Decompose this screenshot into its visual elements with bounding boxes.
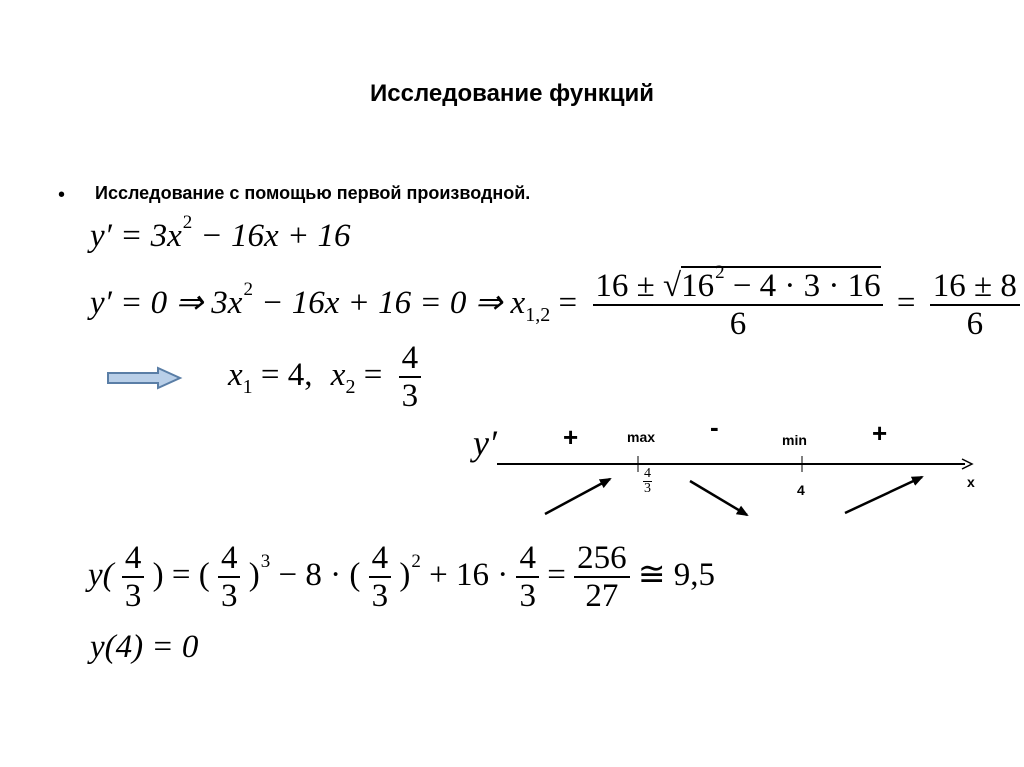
implies-arrow-icon bbox=[108, 368, 180, 388]
x2-den: 3 bbox=[401, 378, 419, 415]
simplified-num: 16 ± 8 bbox=[930, 268, 1020, 306]
eval1-d-num: 4 bbox=[516, 540, 539, 578]
eval1-frac-b bbox=[218, 540, 241, 615]
x1-value: = 4, bbox=[252, 356, 313, 393]
sqrt-symbol: √ bbox=[662, 268, 682, 304]
sign-chart-y-prime bbox=[473, 422, 497, 464]
eval1-e-den: 27 bbox=[585, 578, 619, 615]
x1-label: x bbox=[228, 356, 243, 393]
axis-x-label: x bbox=[967, 474, 975, 490]
eq2-power: 2 bbox=[243, 278, 253, 300]
increasing-arrow-icon bbox=[545, 479, 610, 514]
min-value-equation bbox=[90, 629, 198, 666]
sign-plus-2: + bbox=[872, 418, 888, 448]
eq2-lhs: y′ = 0 ⇒ 3x bbox=[90, 284, 243, 321]
eq2-rest: − 16x + 16 = 0 ⇒ x bbox=[252, 284, 526, 321]
eval1-c-den: 3 bbox=[371, 578, 389, 615]
eval1-approx: ≅ 9,5 bbox=[637, 556, 715, 593]
decreasing-arrow-icon bbox=[690, 481, 747, 515]
eq1-lhs: y′ = 3x bbox=[90, 218, 182, 254]
eval1-eq: = bbox=[547, 556, 566, 593]
min-label: min bbox=[782, 432, 807, 448]
x2-label: x bbox=[330, 356, 346, 393]
sign-minus: - bbox=[710, 412, 719, 442]
y-prime-label: y′ bbox=[473, 423, 497, 463]
formula-den: 6 bbox=[729, 306, 747, 343]
eval1-a-num: 4 bbox=[122, 540, 145, 578]
eval2-text: y(4) = 0 bbox=[90, 629, 199, 665]
point2-label: 4 bbox=[797, 482, 805, 498]
x2-num: 4 bbox=[399, 340, 422, 378]
eval1-e-num: 256 bbox=[574, 540, 630, 578]
point1-den: 3 bbox=[644, 481, 651, 496]
max-label: max bbox=[627, 429, 656, 445]
x2-sub: 2 bbox=[345, 375, 356, 398]
eq1-rest: − 16x + 16 bbox=[192, 218, 351, 254]
eq1-power: 2 bbox=[182, 212, 193, 233]
point1-num: 4 bbox=[644, 466, 651, 481]
eval1-b-num: 4 bbox=[218, 540, 241, 578]
eval1-c-num: 4 bbox=[369, 540, 392, 578]
bullet-text: Исследование с помощью первой производной. bbox=[95, 183, 531, 203]
formula-num-c: − 4 · 3 · 16 bbox=[724, 268, 881, 304]
eval1-close-eq: ) = ( bbox=[152, 556, 210, 593]
eval1-frac-e bbox=[574, 540, 630, 615]
eq2-sub: 1,2 bbox=[525, 303, 551, 326]
eval1-frac-d bbox=[516, 540, 539, 615]
eval1-y-open: y( bbox=[88, 556, 114, 593]
formula-num-pow: 2 bbox=[715, 262, 725, 283]
sign-plus-1: + bbox=[563, 422, 579, 452]
formula-num-b: 16 bbox=[681, 268, 715, 304]
eq2-equals: = bbox=[550, 284, 578, 321]
eval1-a-den: 3 bbox=[124, 578, 142, 615]
eval1-b-den: 3 bbox=[220, 578, 238, 615]
slide-title: Исследование функций bbox=[370, 80, 654, 107]
increasing-arrow-2-icon bbox=[845, 477, 922, 513]
bullet-marker: • bbox=[58, 184, 66, 206]
eq2-equals-b: = bbox=[896, 284, 916, 321]
eval1-pow2: 2 bbox=[411, 550, 421, 572]
simplified-den: 6 bbox=[966, 306, 984, 343]
eval1-d-den: 3 bbox=[519, 578, 536, 615]
eval1-plus: + 16 · bbox=[429, 556, 509, 593]
eval1-frac-a bbox=[122, 540, 145, 615]
eval1-pow3: 3 bbox=[260, 550, 271, 572]
eval1-mid: − 8 · ( bbox=[278, 556, 361, 593]
point1-fraction bbox=[643, 467, 652, 496]
x1-sub: 1 bbox=[242, 375, 253, 398]
max-value-equation: y( $\frac{4}{3}$ ) = ( $\frac{4}{3}$ )$^3$ − 8 · ( $\frac{4}{3}$ )$^2$ + 16 · $\frac{4}{3}$ = $\frac{256}{27}$ ≅ 9,5 bbox=[88, 540, 715, 615]
eval1-frac-c bbox=[369, 540, 392, 615]
x2-equals: = bbox=[355, 356, 383, 393]
formula-num-a: 16 ± bbox=[595, 268, 663, 304]
